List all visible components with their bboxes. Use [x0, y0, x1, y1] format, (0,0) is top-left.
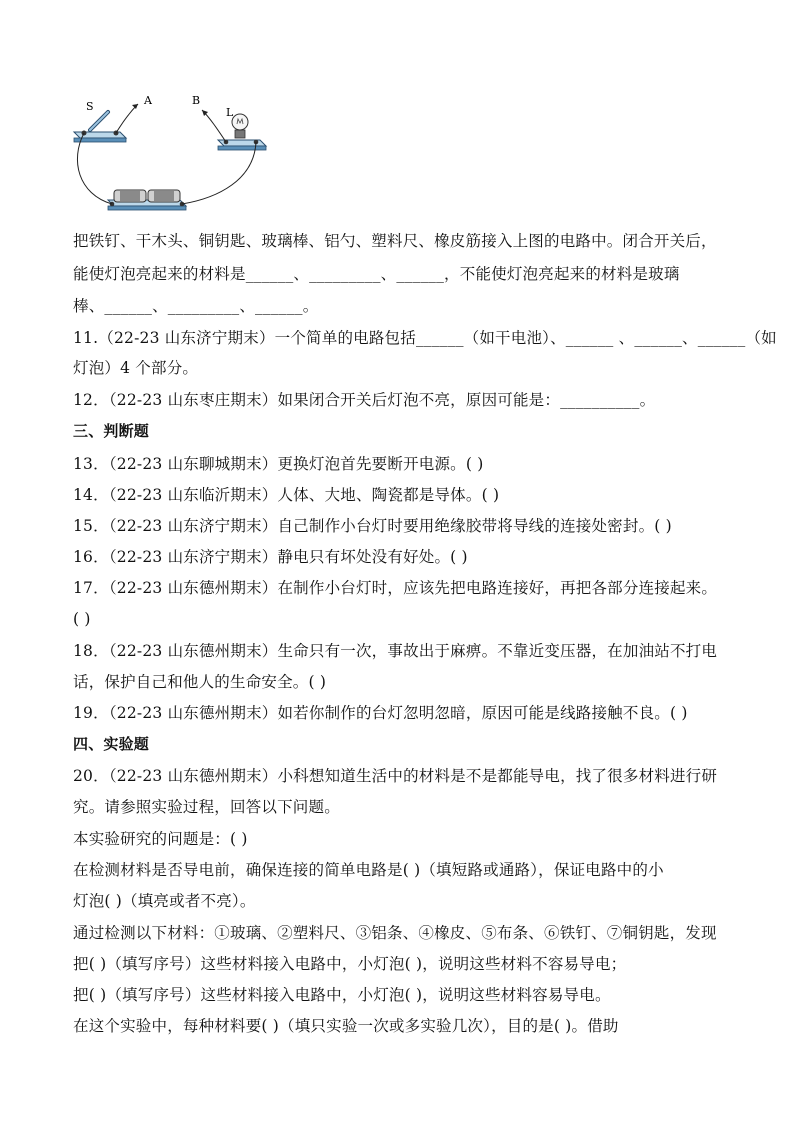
question-20: 20．（22-23 山东德州期末）小科想知道生活中的材料是不是都能导电，找了很多材料进行研 [73, 767, 718, 785]
text-line-2: 能使灯泡亮起来的材料是______、_________、______，不能使灯泡亮起来的材料是玻璃 [73, 265, 680, 283]
question-18-cont: 话，保护自己和他人的生命安全。( ) [73, 673, 327, 691]
experiment-line-7: 在这个实验中，每种材料要( )（填只实验一次或多实验几次），目的是( )。借助 [73, 1017, 619, 1035]
text-line-1: 把铁钉、干木头、铜钥匙、玻璃棒、铝勺、塑料尺、橡皮筋接入上图的电路中。闭合开关后， [73, 232, 717, 250]
label-b: B [192, 94, 201, 107]
wire-lamp-battery [182, 142, 256, 204]
question-16: 16．（22-23 山东济宁期末）静电只有坏处没有好处。( ) [73, 548, 468, 566]
bulb-socket [235, 130, 245, 138]
experiment-line-1: 本实验研究的问题是：( ) [73, 830, 248, 848]
experiment-line-5: 把( )（填写序号）这些材料接入电路中，小灯泡( )，说明这些材料不容易导电； [73, 955, 627, 973]
label-a: A [144, 94, 152, 107]
experiment-line-6: 把( )（填写序号）这些材料接入电路中，小灯泡( )，说明这些材料容易导电。 [73, 986, 611, 1004]
experiment-line-3: 灯泡( )（填亮或者不亮）。 [73, 892, 256, 910]
question-19: 19．（22-23 山东德州期末）如若你制作的台灯忽明忽暗，原因可能是线路接触不良。( ) [73, 704, 688, 722]
text-line-3: 棒、______、_________、______。 [73, 297, 319, 315]
wire-b [202, 110, 226, 142]
bulb-glass [232, 114, 248, 130]
question-12: 12．（22-23 山东枣庄期末）如果闭合开关后灯泡不亮，原因可能是：__________。 [73, 391, 656, 409]
experiment-line-2: 在检测材料是否导电前，确保连接的简单电路是( )（填短路或通路），保证电路中的小 [73, 861, 664, 879]
question-17-cont: ( ) [73, 610, 91, 628]
wire-switch-battery [77, 133, 112, 204]
question-17: 17．（22-23 山东德州期末）在制作小台灯时，应该先把电路连接好，再把各部分连接起来。 [73, 579, 718, 597]
circuit-diagram [68, 90, 278, 220]
question-18: 18．（22-23 山东德州期末）生命只有一次，事故出于麻痹。不靠近变压器，在加油站不打电 [73, 642, 718, 660]
question-20-cont: 究。请参照实验过程，回答以下问题。 [73, 798, 340, 816]
experiment-line-4: 通过检测以下材料：①玻璃、②塑料尺、③铝条、④橡皮、⑤布条、⑥铁钉、⑦铜钥匙，发现 [73, 924, 717, 942]
wire-a [116, 104, 138, 133]
question-15: 15．（22-23 山东济宁期末）自己制作小台灯时要用绝缘胶带将导线的连接处密封。( ) [73, 517, 672, 535]
label-s: S [86, 100, 94, 113]
question-13: 13．（22-23 山东聊城期末）更换灯泡首先要断开电源。( ) [73, 455, 484, 473]
label-l: L [226, 106, 234, 119]
question-14: 14．（22-23 山东临沂期末）人体、大地、陶瓷都是导体。( ) [73, 486, 500, 504]
question-11: 11.（22-23 山东济宁期末）一个简单的电路包括______（如干电池）、______ 、______、______（如 [73, 329, 777, 347]
section-heading-judgement: 三、判断题 [73, 422, 150, 440]
section-heading-experiment: 四、实验题 [73, 735, 150, 753]
question-11-cont: 灯泡）4 个部分。 [73, 359, 199, 377]
